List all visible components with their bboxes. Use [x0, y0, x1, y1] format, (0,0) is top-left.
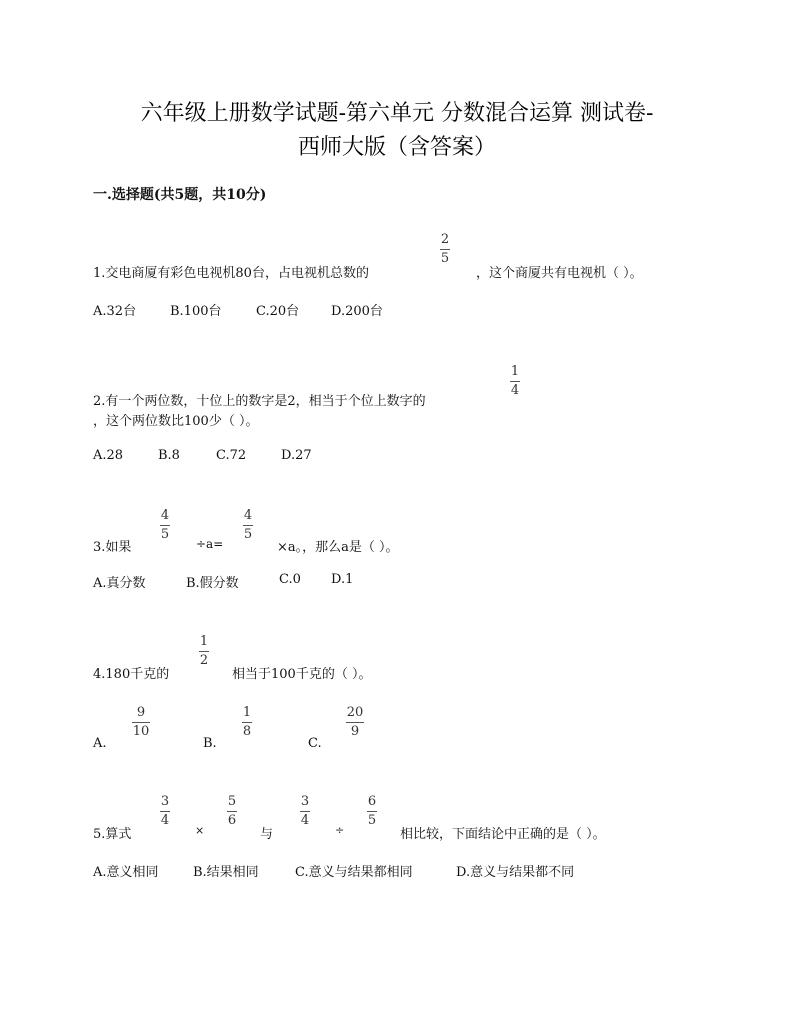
q3-frac2-num: 4 [243, 508, 253, 523]
q3-text-after: ×a。，那么a是（ ）。 [277, 540, 399, 555]
q4-option-c-fraction[interactable] [346, 705, 364, 739]
q4-option-c-den: 9 [350, 724, 360, 739]
q5-frac3-den: 4 [300, 813, 310, 828]
q5-frac2-den: 6 [227, 813, 237, 828]
q4-option-b-num: 1 [242, 705, 252, 720]
q5-frac4-num: 6 [367, 794, 377, 809]
q3-fraction-1 [160, 508, 170, 542]
fraction-bar [227, 811, 237, 812]
q5-operator-1: × [195, 824, 205, 837]
q4-frac-num: 1 [199, 634, 209, 649]
q1-fraction [440, 232, 450, 266]
q5-option-b[interactable]: B.结果相同 [193, 865, 259, 880]
fraction-bar [440, 249, 450, 250]
q5-text-before: 5.算式 [93, 827, 132, 842]
q2-fraction [510, 364, 520, 398]
q2-option-b[interactable]: B.8 [158, 448, 180, 463]
q5-operator-2: ÷ [335, 824, 345, 837]
q5-option-d[interactable]: D.意义与结果都不同 [456, 865, 575, 880]
q4-option-a-label[interactable]: A. [93, 736, 107, 751]
q3-text-before: 3.如果 [93, 540, 132, 555]
q4-text-after: 相当于100千克的（ ）。 [232, 667, 372, 682]
section-heading: 一.选择题(共5题，共10分) [93, 187, 267, 203]
q2-option-d[interactable]: D.27 [281, 448, 312, 463]
q4-option-c-num: 20 [346, 705, 364, 720]
title-line-1: 六年级上册数学试题-第六单元 分数混合运算 测试卷- [140, 101, 654, 126]
fraction-bar [300, 811, 310, 812]
q5-fraction-4 [367, 794, 377, 828]
q5-frac2-num: 5 [227, 794, 237, 809]
q4-text-before: 4.180千克的 [93, 667, 170, 682]
q4-option-a-fraction[interactable] [132, 705, 150, 739]
q1-option-b[interactable]: B.100台 [170, 304, 222, 319]
q4-option-c-label[interactable]: C. [308, 736, 322, 751]
q1-frac-num: 2 [440, 232, 450, 247]
q3-frac1-num: 4 [160, 508, 170, 523]
q5-frac3-num: 3 [300, 794, 310, 809]
q2-text-line-1: 2.有一个两位数，十位上的数字是2，相当于个位上数字的 [93, 394, 426, 409]
q2-option-a[interactable]: A.28 [93, 448, 124, 463]
q3-option-d[interactable]: D.1 [331, 572, 354, 587]
q5-frac1-num: 3 [160, 794, 170, 809]
fraction-bar [367, 811, 377, 812]
fraction-bar [199, 651, 209, 652]
q1-frac-den: 5 [440, 251, 450, 266]
q4-option-b-label[interactable]: B. [203, 736, 217, 751]
q4-option-a-num: 9 [136, 705, 146, 720]
q5-text-after: 相比较，下面结论中正确的是（ ）。 [400, 827, 606, 842]
q3-option-b[interactable]: B.假分数 [186, 576, 239, 591]
q5-text-mid: 与 [260, 827, 274, 842]
fraction-bar [160, 811, 170, 812]
q3-frac2-den: 5 [243, 527, 253, 542]
q2-frac-den: 4 [510, 383, 520, 398]
q2-option-c[interactable]: C.72 [216, 448, 247, 463]
q5-frac4-den: 5 [367, 813, 377, 828]
q5-fraction-3 [300, 794, 310, 828]
fraction-bar [160, 525, 170, 526]
q3-option-a[interactable]: A.真分数 [93, 576, 146, 591]
q5-option-c[interactable]: C.意义与结果都相同 [295, 865, 413, 880]
q1-option-a[interactable]: A.32台 [93, 304, 137, 319]
q3-frac1-den: 5 [160, 527, 170, 542]
q2-text-line-2: ，这个两位数比100少（ ）。 [93, 414, 259, 429]
fraction-bar [132, 722, 150, 723]
fraction-bar [242, 722, 252, 723]
q5-frac1-den: 4 [160, 813, 170, 828]
q4-fraction [199, 634, 209, 668]
q4-option-b-fraction[interactable] [242, 705, 252, 739]
q3-operator-1: ÷a= [196, 537, 224, 551]
q4-option-b-den: 8 [242, 724, 252, 739]
q1-option-c[interactable]: C.20台 [256, 304, 300, 319]
q5-fraction-1 [160, 794, 170, 828]
fraction-bar [243, 525, 253, 526]
q4-option-a-den: 10 [132, 724, 150, 739]
q3-option-c[interactable]: C.0 [279, 572, 301, 587]
q3-fraction-2 [243, 508, 253, 542]
q1-option-d[interactable]: D.200台 [331, 304, 383, 319]
q5-fraction-2 [227, 794, 237, 828]
q2-frac-num: 1 [510, 364, 520, 379]
q1-text-after: ，这个商厦共有电视机（ ）。 [476, 266, 643, 281]
fraction-bar [510, 381, 520, 382]
q1-text-before: 1.交电商厦有彩色电视机80台，占电视机总数的 [93, 266, 369, 281]
q5-option-a[interactable]: A.意义相同 [93, 865, 159, 880]
fraction-bar [346, 722, 364, 723]
title-line-2: 西师大版（含答案） [297, 135, 496, 160]
q4-frac-den: 2 [199, 653, 209, 668]
